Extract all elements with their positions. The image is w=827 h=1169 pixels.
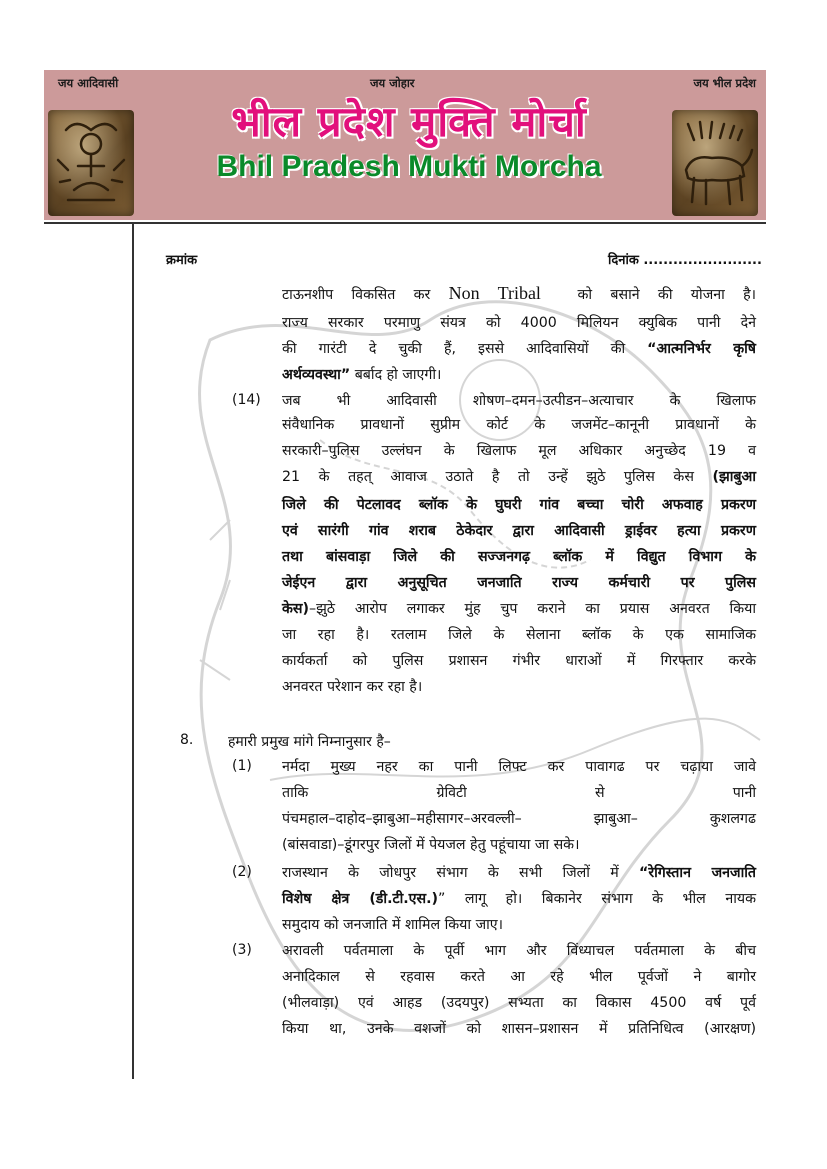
p14-line-5: जिले की पेटलावद ब्लॉक के घुघरी गांव बच्चा चोरी अफवाह प्रकरण [282, 497, 756, 513]
demand-1-line-1: नर्मदा मुख्य नहर का पानी लिफ्ट कर पावागढ पर चढ़ाया जावे [282, 759, 756, 775]
margin-line [132, 224, 134, 1079]
section-8-number: 8. [180, 732, 194, 748]
seal-deity-icon [48, 110, 134, 216]
slogan-jai-johar: जय जोहार [370, 76, 415, 90]
title-hindi: भील प्रदेश मुक्ति मोर्चा [231, 97, 587, 146]
p14-line-3: सरकारी–पुलिस उल्लंघन के खिलाफ मूल अधिकार अनुच्छेद 19 व [282, 443, 756, 459]
p14-line-4: 21 के तहत् आवाज उठाते है तो उन्हें झुठे पुलिस केस (झाबुआ [282, 469, 756, 485]
p14-number: (14) [232, 392, 261, 408]
p14-line-2: संवैधानिक प्रावधानों सुप्रीम कोर्ट के जजमेंट–कानूनी प्रावधानों के [282, 417, 756, 433]
header-divider [44, 222, 766, 224]
demand-1-line-3: पंचमहाल–दाहोद–झाबुआ–महीसागर–अरवल्ली– झाबुआ– कुशलगढ [282, 811, 756, 827]
p14-line-1: जब भी आदिवासी शोषण–दमन–उत्पीडन–अत्याचार के खिलाफ [282, 393, 756, 409]
p14-line-7: तथा बांसवाड़ा जिले की सज्जनगढ़ ब्लॉक में विद्युत विभाग के [282, 549, 756, 565]
letterhead-banner [44, 70, 766, 220]
p14-line-9: केस)–झुठे आरोप लगाकर मुंह चुप कराने का प्रयास अनवरत किया [282, 601, 756, 617]
p13-line-3: की गारंटी दे चुकी हैं, इससे आदिवासियों की “आत्मनिर्भर कृषि [282, 341, 756, 357]
demand-3-line-3: (भीलवाड़ा) एवं आहड (उदयपुर) सभ्यता का विकास 4500 वर्ष पूर्व [282, 995, 756, 1011]
p13-line-4: अर्थव्यवस्था” बर्बाद हो जाएगी। [282, 367, 442, 383]
p14-line-10: जा रहा है। रतलाम जिले के सेलाना ब्लॉक के एक सामाजिक [282, 627, 756, 643]
seal-bull-icon [672, 110, 758, 216]
serial-number-label: क्रमांक [166, 253, 198, 268]
demand-1-line-2: ताकि ग्रेविटी से पानी [282, 785, 756, 801]
demand-1-number: (1) [232, 758, 252, 774]
section-8-heading: हमारी प्रमुख मांगे निम्नानुसार है– [228, 734, 391, 750]
demand-3-line-2: अनादिकाल से रहवास करते आ रहे भील पूर्वजों ने बागोर [282, 969, 756, 985]
demand-2-number: (2) [232, 864, 252, 880]
date-label: दिनांक ........................ [608, 253, 762, 268]
p14-line-12: अनवरत परेशान कर रहा है। [282, 679, 423, 695]
demand-2-line-3: समुदाय को जनजाति में शामिल किया जाए। [282, 917, 503, 933]
demand-2-line-2: विशेष क्षेत्र (डी.टी.एस.)” लागू हो। बिकानेर संभाग के भील नायक [282, 891, 756, 907]
demand-3-line-1: अरावली पर्वतमाला के पूर्वी भाग और विंध्याचल पर्वतमाला के बीच [282, 943, 756, 959]
demand-2-line-1: राजस्थान के जोधपुर संभाग के सभी जिलों में “रेगिस्तान जनजाति [282, 865, 757, 881]
title-english: Bhil Pradesh Mukti Morcha [216, 150, 602, 183]
demand-3-number: (3) [232, 942, 252, 958]
p13-line-2: राज्य सरकार परमाणु संयत्र को 4000 मिलियन क्युबिक पानी देने [282, 315, 756, 331]
p14-line-6: एवं सारंगी गांव शराब ठेकेदार द्वारा आदिवासी ड्राईवर हत्या प्रकरण [282, 523, 756, 539]
p14-line-11: कार्यकर्ता को पुलिस प्रशासन गंभीर धाराओं में गिरफ्तार करके [282, 653, 756, 669]
p13-line-1: टाऊनशीप विकसित कर Non Tribal को बसाने की योजना है। [282, 283, 756, 303]
p14-line-8: जेईएन द्वारा अनुसूचित जनजाति राज्य कर्मचारी पर पुलिस [282, 575, 756, 591]
slogan-jai-adivasi: जय आदिवासी [58, 76, 119, 90]
demand-1-line-4: (बांसवाडा)–डूंगरपुर जिलों में पेयजल हेतु पहूंचाया जा सके। [282, 837, 580, 853]
demand-3-line-4: किया था, उनके वशजों को शासन–प्रशासन में प्रतिनिधित्व (आरक्षण) [282, 1021, 756, 1037]
slogan-jai-bhil-pradesh: जय भील प्रदेश [693, 76, 756, 90]
